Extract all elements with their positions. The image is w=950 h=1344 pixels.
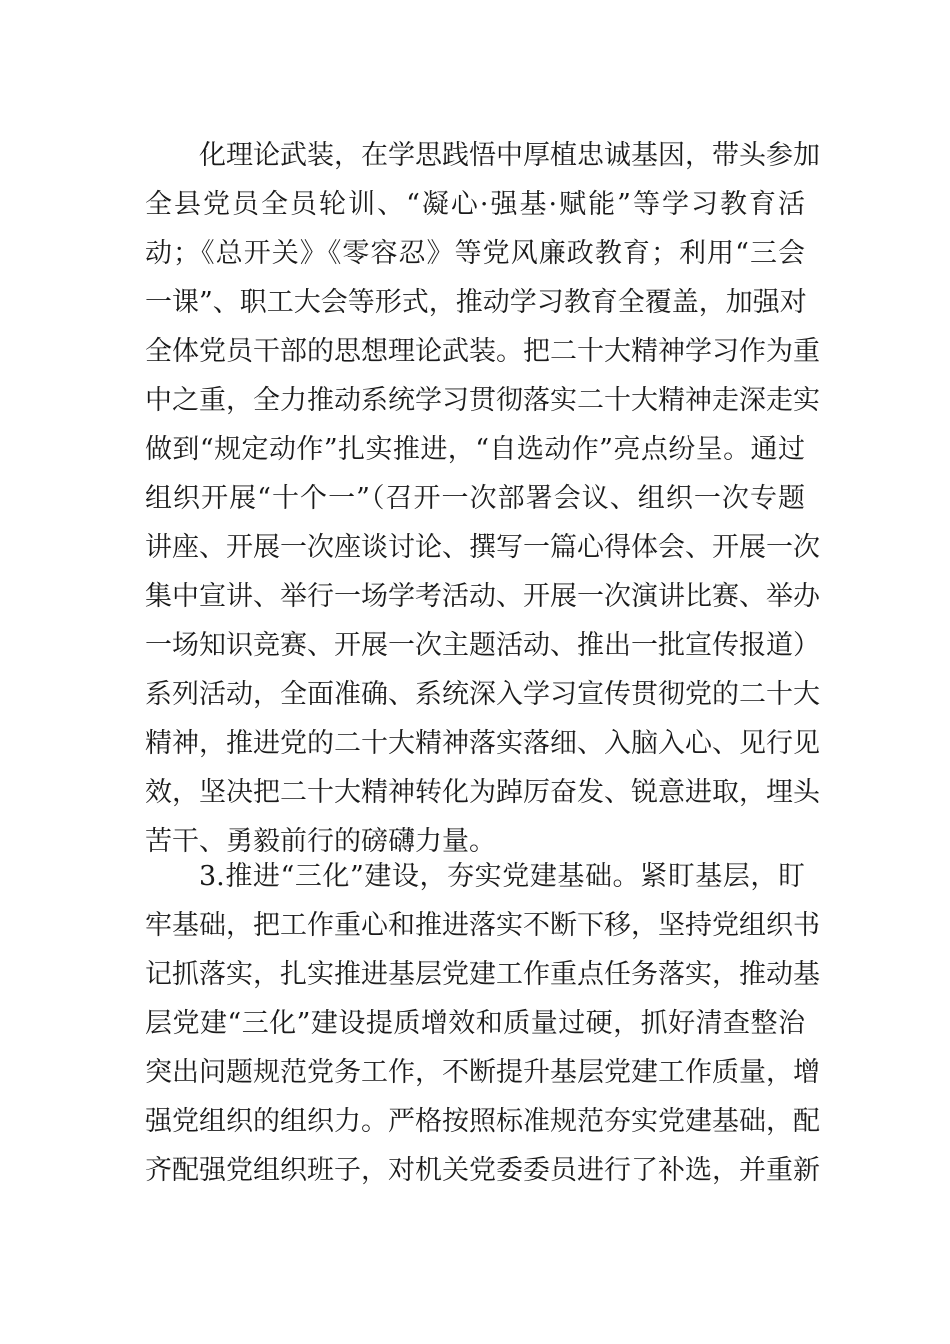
paragraph-line: 3.推进“三化”建设，夯实党建基础。紧盯基层，盯 [199,861,805,892]
paragraph-line: 效，坚决把二十大精神转化为踔厉奋发、锐意进取，埋头 [145,777,820,808]
paragraph-line: 全体党员干部的思想理论武装。把二十大精神学习作为重 [145,336,820,367]
paragraph-line: 一课”、职工大会等形式，推动学习教育全覆盖，加强对 [145,287,807,318]
paragraph-line: 一场知识竞赛、开展一次主题活动、推出一批宣传报道） [145,630,820,661]
paragraph-line: 中之重，全力推动系统学习贯彻落实二十大精神走深走实 [145,385,820,416]
paragraph-line: 苦干、勇毅前行的磅礴力量。 [145,826,496,857]
paragraph-line: 全县党员全员轮训、“凝心·强基·赋能”等学习教育活 [145,189,805,220]
paragraph-1 [145,131,820,866]
paragraph-line: 齐配强党组织班子，对机关党委委员进行了补选，并重新 [145,1155,820,1186]
paragraph-line: 动；《总开关》《零容忍》等党风廉政教育；利用“三会 [145,238,805,269]
paragraph-line: 精神，推进党的二十大精神落实落细、入脑入心、见行见 [145,728,820,759]
paragraph-line: 系列活动，全面准确、系统深入学习宣传贯彻党的二十大 [145,679,820,710]
paragraph-line: 强党组织的组织力。严格按照标准规范夯实党建基础，配 [145,1106,820,1137]
paragraph-line: 突出问题规范党务工作，不断提升基层党建工作质量，增 [145,1057,820,1088]
paragraph-line: 化理论武装，在学思践悟中厚植忠诚基因，带头参加 [199,140,820,171]
paragraph-line: 牢基础，把工作重心和推进落实不断下移，坚持党组织书 [145,910,820,941]
paragraph-2 [145,852,820,1195]
paragraph-line: 记抓落实，扎实推进基层党建工作重点任务落实，推动基 [145,959,820,990]
paragraph-line: 组织开展“十个一”（召开一次部署会议、组织一次专题 [145,483,805,514]
paragraph-line: 讲座、开展一次座谈讨论、撰写一篇心得体会、开展一次 [145,532,820,563]
paragraph-line: 层党建“三化”建设提质增效和质量过硬，抓好清查整治 [145,1008,805,1039]
paragraph-line: 做到“规定动作”扎实推进，“自选动作”亮点纷呈。通过 [145,434,805,465]
paragraph-line: 集中宣讲、举行一场学考活动、开展一次演讲比赛、举办 [145,581,820,612]
